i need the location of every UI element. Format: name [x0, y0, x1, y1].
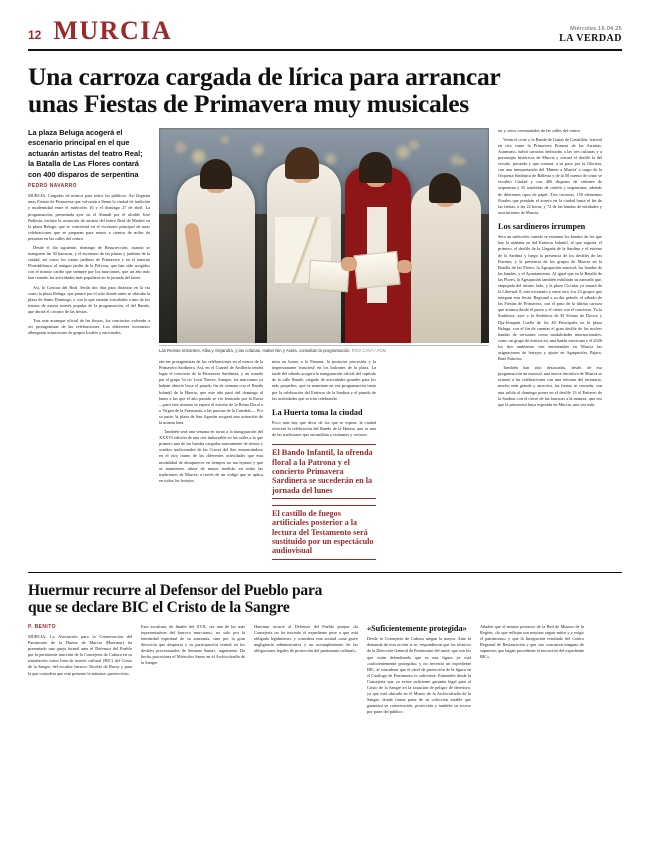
secondary-column-3 — [254, 624, 358, 719]
body-paragraph: rán ser protagonistas de las celebraciones en el marco de la Primavera Sardinera. Así, en el Cuartel de Artillería tendrá lugar el concierto de la Primavera Sardinera, y un sonado por el grupo 'in cis' Lorri Nieves. Aunque, los murcianos ya habían abierto boca el pasado fin de semana con el Bando Infantil de la Huerta, que este año pasó del domingo al lunes a las que el año pasado se vio frustrado por la lluvia —para este semana se espera el estreno de la Reina Doral a o Virgen de la Fuensanta, a las puertas de la Catedral—. Por su parte, la plaza de San Agustín acogerá una actuación de la misma hora. — [159, 359, 263, 426]
body-paragraph: Poco más hay que decir de los que se espera: la ciudad ofrecerá la celebración del Bando de la Huerta, que es una de las tradiciones que encandilan a visitantes y vecinos. — [272, 420, 376, 438]
subhead-dineros: Los sardineros irrumpen — [498, 221, 586, 231]
person-hair — [359, 152, 392, 183]
person-hair — [200, 159, 232, 189]
lead-column — [28, 128, 150, 564]
standfirst: La plaza Beluga acogerá el escenario principal en el que actuarán artistas del teatro Real; la Batalla de Las Flores contará con 400 disparos de serpentina — [28, 127, 143, 179]
person-hair — [285, 147, 319, 179]
body-column-2 — [159, 359, 263, 564]
masthead-left — [28, 18, 172, 44]
page-title — [0, 51, 650, 124]
issue-date: Miércoles 16.04.25 — [570, 26, 622, 33]
body-paragraph: MURCIA. Cargadas de música para todos los públicos. Así llegarán unas Fiestas de Primavera que volverán a llenar la ciudad de tradición y modernidad entre el miércoles 16 y el domingo 27 de abril. La programación, presentada ayer en el Almudí por el alcalde José Ballesta, incluye la actuación de artistas del teatro Real de Madrid en la plaza Beluga, que se convertirá en el escenario principal de unas celebraciones que se preparan para reunir a cientos de miles de personas en las calles del centro. — [28, 193, 150, 241]
pullquote-bando-infantil: El Bando Infantil, la ofrenda floral a la Patrona y el concierto Primavera Sardinera se sucederán en la jornada del lunes — [272, 444, 376, 499]
article-photo — [159, 128, 489, 343]
body-paragraph: Tras este arranque oficial de las fiestas, los conciertos volverán a ser protagonistas de las celebraciones. Los diferentes escenarios albergarán actuaciones de grupos locales y nacionales. — [28, 318, 150, 336]
headline-line-1: Una carroza cargada de lírica para arrancar — [28, 62, 501, 91]
headline2-line-2: que se declare BIC el Cristo de la Sangre — [28, 598, 290, 616]
secondary-column-1 — [28, 624, 132, 719]
byline: PEDRO NAVARRO — [28, 183, 77, 190]
subhead-protegida: «Suficientemente protegida» — [367, 623, 467, 633]
secondary-column-4 — [367, 624, 471, 719]
person-hand — [341, 257, 357, 271]
secondary-column-2 — [141, 624, 245, 719]
body-column-3 — [272, 359, 376, 564]
body-paragraph: Desde la Consejería de Cultura niegan la mayor. Ante la demanda de esta acción sí se, respondieron que los técnicos de la Dirección General de Patrimonio del turné, que son los que están defendiendo que es una figura ya está «suficientemente protegida» y no necesita un expediente BIC, al considerar que el nivel de protección de la figura en el Catálogo de Patrimonio es suficiente. Entienden desde la Consejería que ya existe suficiente garantía legal para el Cristo de la Sangre en la situación de peligro de deterioro, ya que está ubicada en el Museo de la Archicofradía de la Sangre, donde forma parte de su colección estable que garantiza su conservación, protección y también su acceso por parte del público. — [367, 636, 471, 715]
person-figure — [411, 185, 481, 343]
bokeh-light — [409, 140, 419, 150]
publication-name: LA VERDAD — [559, 32, 622, 44]
page-number: 12 — [28, 28, 42, 42]
body-paragraph: También han sido destacadas, desde, de esa programación un musical, una nueva iniciativa de Murcia se estrenó a las celebraciones con una reforma del escenario, mucho más grande y atractiva, las fiestas se cerrarán, con una salida al domingo poner en el desfile 13 el Entierro de la Sardina con el cierre de las barracas a la manera, una vez que la primavera haya esperada en Murcia, una vez más. — [498, 365, 602, 407]
programme-leaflet — [353, 250, 400, 288]
photo-credit: ROS CAVA / AGM — [351, 348, 387, 354]
body-paragraph: Verán el corte y la Banda de Gaitas de Castrillón, festival en cita como la Primavera Primera de las Asturias. Asimismo, habrá carrozas dedicadas a las tres culturas y a personajes históricos de Murcia y cerrará el desfile la del escudo, prestada y que contará, a su paso por la Glorieta, con una interpretación del 'Himno a Murcia' a cargo de la Orquesta Sinfónica de Ballesta y de la 50 cuenta de cómo se escribió Ciudad y con 400 disparos de cañones de serpentina y 35 toneladas de confeti y serpentinas, además de diferentes tipos de papel. Tres carrozas, 150 elementos florales que pondrán el acento en la ciudad hasta el fin de las fiestas, a las 22 horas, y 72 de las bandas de entidades y asociaciones de Murcia. — [498, 136, 602, 215]
secondary-headline — [0, 573, 650, 620]
body-column-4 — [498, 128, 602, 564]
body-paragraph: Así, la Carroza del Real. Serán dos días para disfrutar en la vía como la plaza Beluga, que pasará por el sitio donde antes se ubicaba la plaza de Santo Domingo, y con la que estarán vinculadas a uno de los tramos de mayor interés popular de la programación, el del Bando, que abrirá el circuito de las fiestas. — [28, 284, 150, 314]
photo-caption — [159, 345, 489, 355]
body-paragraph: También será una semana en torno a la inauguración del XXXVI edición de una cita imborrable en las calles a la que primero una de las bandas cargadas nuevamente de ritmos y sonidos tradicionales de las Cruces del Sur, enmarcándose en el otro tramo de las diferentes actividades que esta modalidad de desaparecer en tiempos no tan lejanos y que se mantienen, ahora de mayor medida, en todas las tradiciones de Murcia, a través de un código que se aplica en todos los festejos. — [159, 429, 263, 483]
body-paragraph: MURCIA. La Asociación para la Conservación del Patrimonio de la Huerta de Murcia (Huermur) ha presentado una queja formal ante el Defensor del Pueblo por la persistente inacción de la Consejería de Cultura en su tramitación como bien de interés cultural (BIC) del Cristo de la Sangre, del escultor barroco Nicolás de Bussy y para la que considera que está presente la máxima «protección». — [28, 633, 132, 676]
person-hand — [397, 260, 412, 273]
subhead-huerta: La Huerta toma la ciudad — [272, 407, 363, 417]
person-hair — [429, 173, 461, 203]
main-article — [0, 124, 650, 564]
body-paragraph: Huermur recurre al Defensor del Pueblo porque «la Consejería no ha iniciado el expediente pese a que está obligada legalmente» y considera esta actitud «una grave negligencia administrativa y un incumplimiento de las obligaciones legales de protección del patrimonio cultural». — [254, 623, 358, 654]
photo-block — [159, 128, 489, 564]
body-paragraph: mira en honor a la Patrona, la posterior procesión y la impresionante 'mascletá' en los balcones de la plaza. La tarde del sábado acogerá la inauguración oficial del capítulo de la calle Bando, cargado de actividades grandes para los más pequeños, que se mantiene en esa programación tanto por la celebración del Entierro de la Sardina y el pasado de las actividades que se irán celebrando. — [272, 359, 376, 401]
bokeh-light — [221, 136, 229, 144]
byline: P. BENITO — [28, 623, 56, 630]
pullquote-castillo: El castillo de fuegos artificiales posterior a la lectura del Testamento será sustituido por un espectáculo audiovisual — [272, 505, 376, 560]
body-paragraph: Desde el día siguiente, domingo de Resurrección, cuando se inauguren las 30 barracas, y el escenario de las plazas y jardines de la ciudad, así como los cuatro jardines de Primavera y en el entorno Floridablanca, el antiguo jardín de la Pólvora, que han sido acogidos con el mismo cariño que siempre por los murcianos, que un año más han reunido las actividades más populares en la jornada del lunes. — [28, 244, 150, 281]
masthead — [0, 0, 650, 44]
headline-line-2: unas Fiestas de Primavera muy musicales — [28, 89, 469, 119]
section-title: MURCIA — [53, 16, 173, 45]
masthead-right — [559, 26, 622, 44]
bokeh-light — [175, 142, 186, 153]
body-paragraph: Sera un miércoles cuando se estrenen los bandos de los que hay la mañana en del Entierro Infantil, al que seguirá, el primero, el desfile de la Llegada de la Sardina y el estreno de la Sardina y luego la presencia de los desfiles de las Fuentes, y la presencia de los grupos de Murcia en la Batalla de las Flores, la Agrupación musical, las bandas de las bandas, y el Ayuntamiento. Al igual que en la Batalla de las Flores, la Agrupación también exhibirán su zarzuela que, empujada del mismo lado, y la plaza Circular ya sonará de la Libertad, 8, este escenario y entre otro, los 23 grupos que integran esta fiesta. Regional a su día grande, el sábado de las Fiestas de Primavera, con el paso de la última carroza que arranca desde el paseo y el cierre con el concierto. Ya la Sinfónica, ayer y la Sinfónica de El Sótano de Doctor y Dja-Jónquán Cuello de los 40 Principales en la plaza Beluga, con el fin de cuentas el gran desfile de las noches bandas de versiones como modalidades internacionales, como un grupo de música en, una banda mexicana y el 2026 los dos ambientes ven entretenidas en Murcia las asignaciones de festejos y ajuste en Agrupación, Pajaro, Ruiz Palacios. — [498, 234, 602, 362]
photo-under-columns — [159, 359, 489, 564]
body-paragraph: tar y, estos ceremoniales de las calles del centro. — [498, 127, 581, 133]
headline2-line-1: Huermur recurre al Defensor del Pueblo para — [28, 581, 323, 599]
secondary-column-5 — [480, 624, 584, 719]
body-paragraph: Esta escultura, de finales del XVII, «es una de las más representativas del barroco murciano», no solo por la intensidad espiritual de su anatomía, sino por la gran devoción que despierta y su participación central en los desfiles procesionales de Semana Santa», argumenta. De hecho procesiona el Miércoles Santo en el Archicofradía de la Sangre. — [141, 623, 245, 666]
body-paragraph: Añaden que el mismo portavoz de la Red de Museos de la Región, «lo que reflejan son mejoras seguir mitos y y exigir el patrimonio» y que la Integración resultado del Centro Regional de Restauración y que «no concurren ninguno de supuestos que hagan procedente la incoación del expediente BIC». — [480, 623, 584, 660]
bokeh-light — [459, 158, 466, 165]
secondary-article — [0, 620, 650, 719]
caption-text: Las Reinas entrantes, Alba y Alejandra, y las colanas, Isabel Nin y Asela, consultan la programación. — [159, 348, 351, 354]
